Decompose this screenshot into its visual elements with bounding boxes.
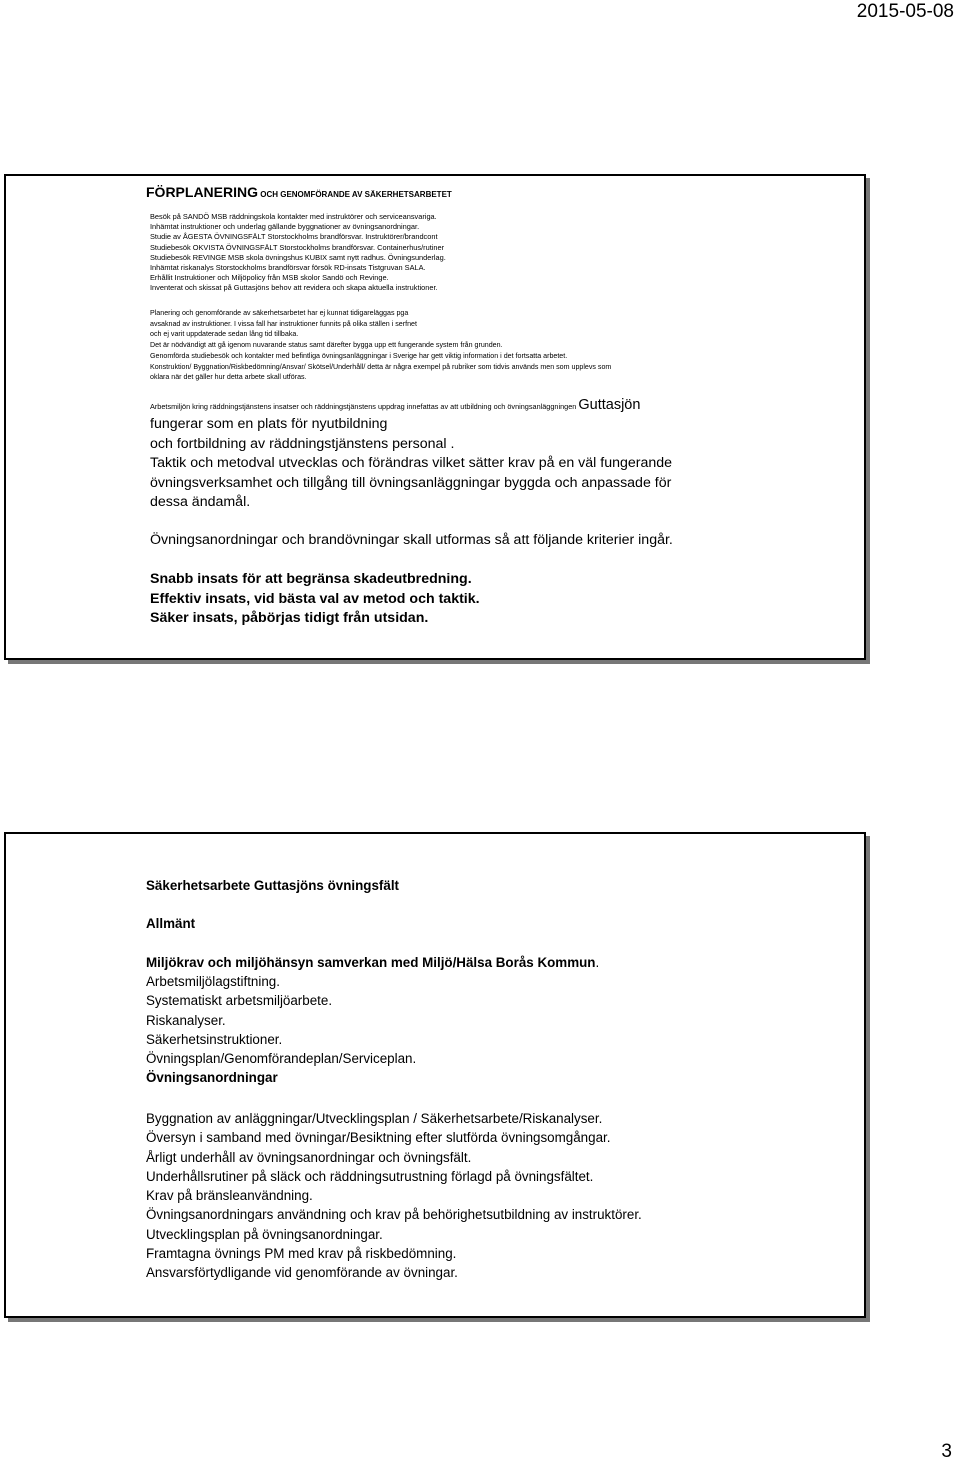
slide2-list-general bbox=[146, 972, 416, 1088]
list-item: Framtagna övnings PM med krav på riskbedömning. bbox=[146, 1246, 457, 1262]
list-item: Arbetsmiljölagstiftning. bbox=[146, 974, 280, 989]
text-line: Konstruktion/ Byggnation/Riskbedömning/Ansvar/ Skötsel/Underhåll/ detta är några exempel på rubriker som tidvis används men som upplevs som bbox=[150, 362, 612, 371]
list-item: Studiebesök OKVISTA ÖVNINGSFÄLT Storstockholms brandförsvar. Containerhus/rutiner bbox=[150, 242, 445, 252]
text-line: Det är nödvändigt att gå igenom nuvarande status samt därefter bygga upp ett fungerande system från grunden. bbox=[150, 341, 503, 350]
criteria-item: Säker insats, påbörjas tidigt från utsidan. bbox=[150, 610, 429, 626]
slide1-planning-paragraph bbox=[150, 308, 611, 383]
text-line: fungerar som en plats för nyutbildning bbox=[150, 416, 388, 432]
text-line: avsaknad av instruktioner. I vissa fall har instruktioner funnits på olika ställen i serfnet bbox=[150, 319, 417, 328]
slide1-criteria-list bbox=[150, 570, 480, 629]
list-item: Besök på SANDÖ MSB räddningskola kontakter med instruktörer och serviceansvariga. bbox=[150, 212, 437, 221]
list-item: Ansvarsförtydligande vid genomförande av övningar. bbox=[146, 1265, 458, 1281]
list-item: Utvecklingsplan på övningsanordningar. bbox=[146, 1226, 383, 1242]
list-item: Inhämtat riskanalys Storstockholms brandförsvar försök RD-insats Tistgruvan SALA. bbox=[150, 263, 426, 273]
text-line: Planering och genomförande av säkerhetsarbetet har ej kunnat tidigareläggas pga bbox=[150, 309, 409, 317]
env-heading-text: Miljökrav och miljöhänsyn samverkan med Miljö/Hälsa Borås Kommun bbox=[146, 955, 596, 970]
slide1-title-rest: OCH GENOMFÖRANDE AV SÄKERHETSARBETET bbox=[258, 190, 452, 199]
text-line: övningsverksamhet och tillgång till övningsanläggningar byggda och anpassade för bbox=[150, 474, 672, 491]
list-item: Underhållsrutiner på släck och räddningsutrustning förlagd på övningsfältet. bbox=[146, 1168, 594, 1184]
slide2-list-ovningsanordningar bbox=[146, 1109, 642, 1283]
slide1-title bbox=[146, 183, 452, 204]
text-line: oklara när det gäller hur detta arbete skall utföras. bbox=[150, 373, 307, 382]
work-environment-text: Arbetsmiljön kring räddningstjänstens insatser och räddningstjänstens uppdrag innefattas av att utbildning och övningsanläggningen bbox=[150, 402, 579, 411]
page-date: 2015-05-08 bbox=[856, 1, 954, 22]
text-line: och fortbildning av räddningstjänstens personal . bbox=[150, 435, 455, 452]
section-heading-ovningsanordningar: Övningsanordningar bbox=[146, 1070, 278, 1086]
text-line: Genomförda studiebesök och kontakter med befintliga övningsanläggningar i Sverige har gett viktig information i det fortsatta arbetet. bbox=[150, 351, 568, 360]
criteria-item: Effektiv insats, vid bästa val av metod och taktik. bbox=[150, 590, 480, 607]
list-item: Inhämtat instruktioner och underlag gällande byggnationer av övningsanordningar. bbox=[150, 222, 420, 232]
criteria-item: Snabb insats för att begränsa skadeutbredning. bbox=[150, 571, 472, 587]
text-line: och ej varit uppdaterade sedan lång tid tillbaka. bbox=[150, 330, 299, 339]
list-item: Översyn i samband med övningar/Besiktning efter slutförda övningsomgångar. bbox=[146, 1130, 611, 1146]
slide1-visits-list bbox=[150, 212, 446, 294]
list-item: Övningsanordningars användning och krav på behörighetsutbildning av instruktörer. bbox=[146, 1207, 642, 1223]
guttasjon-text: Guttasjön bbox=[578, 397, 641, 413]
slide1-purpose-paragraph bbox=[150, 415, 672, 513]
text-line: Taktik och metodval utvecklas och förändras vilket sätter krav på en väl fungerande bbox=[150, 455, 673, 471]
env-heading-tail: . bbox=[595, 955, 600, 970]
slide2-subtitle: Allmänt bbox=[146, 916, 196, 931]
list-item: Riskanalyser. bbox=[146, 1012, 226, 1028]
list-item: Säkerhetsinstruktioner. bbox=[146, 1031, 283, 1047]
list-item: Övningsplan/Genomförandeplan/Serviceplan. bbox=[146, 1051, 417, 1067]
slide1-title-main: FÖRPLANERING bbox=[146, 184, 258, 200]
list-item: Erhållit Instruktioner och Miljöpolicy från MSB skolor Sandö och Revinge. bbox=[150, 273, 389, 283]
list-item: Krav på bränsleanvändning. bbox=[146, 1188, 313, 1204]
list-item: Inventerat och skissat på Guttasjöns behov att revidera och skapa aktuella instruktioner. bbox=[150, 283, 438, 293]
list-item: Årligt underhåll av övningsanordningar och övningsfält. bbox=[146, 1149, 472, 1165]
slide2-env-heading bbox=[146, 953, 599, 972]
slide2-title: Säkerhetsarbete Guttasjöns övningsfält bbox=[146, 878, 400, 893]
slide1-work-environment-line bbox=[150, 396, 640, 414]
list-item: Studie av ÅGESTA ÖVNINGSFÄLT Storstockholms brandförsvar. Instruktörer/brandcont bbox=[150, 232, 438, 242]
text-line: dessa ändamål. bbox=[150, 494, 251, 510]
slide1-criteria-intro: Övningsanordningar och brandövningar skall utformas så att följande kriterier ingår. bbox=[150, 532, 673, 548]
list-item: Byggnation av anläggningar/Utvecklingsplan / Säkerhetsarbete/Riskanalyser. bbox=[146, 1111, 603, 1126]
list-item: Systematiskt arbetsmiljöarbete. bbox=[146, 993, 333, 1009]
page-number: 3 bbox=[941, 1441, 952, 1462]
list-item: Studiebesök REVINGE MSB skola övningshus KUBIX samt nytt radhus. Övningsunderlag. bbox=[150, 252, 446, 262]
